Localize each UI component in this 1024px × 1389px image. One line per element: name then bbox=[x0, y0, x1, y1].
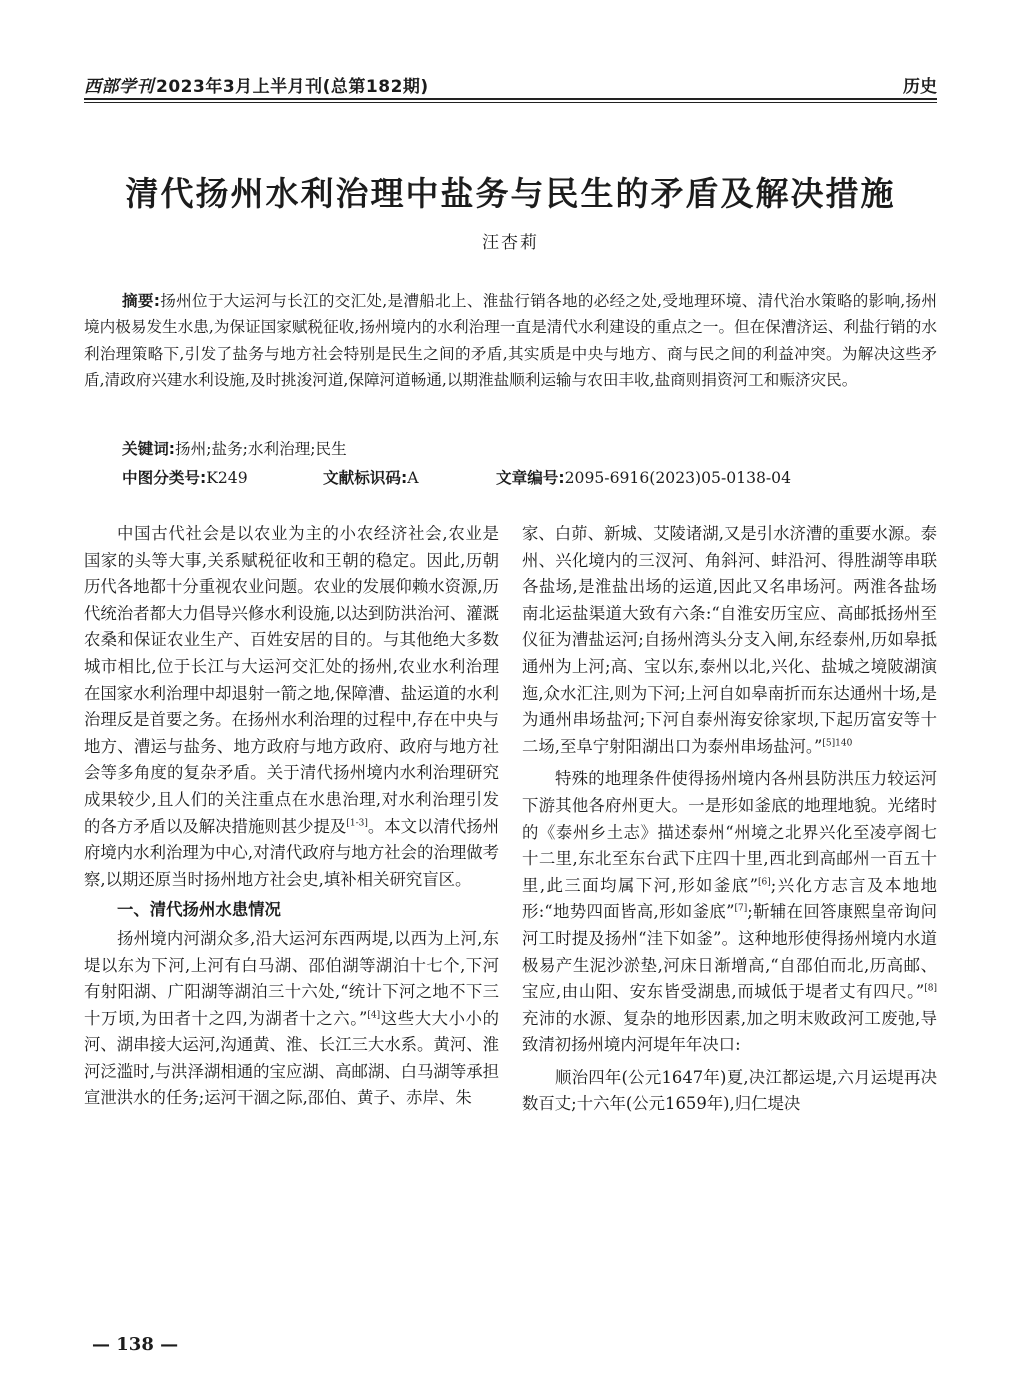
issue-info: 2023年3月上半月刊(总第182期) bbox=[156, 77, 429, 97]
body-paragraph bbox=[522, 766, 937, 1059]
body-text: 特殊的地理条件使得扬州境内各州县防洪压力较运河下游其他各府州更大。一是形如釜底的地理地貌。光绪时的《泰州乡土志》描述泰州“州境之北界兴化至凌亭阁七十二里,东北至东台武下庄四十里,西北到高邮州一百五十里,此三面均属下河,形如釜底” bbox=[522, 769, 937, 895]
doc-code-label: 文献标识码: bbox=[323, 469, 408, 487]
page-number: — 138 — bbox=[92, 1334, 179, 1355]
clc-label: 中图分类号: bbox=[122, 469, 207, 487]
body-text: 扬州境内河湖众多,沿大运河东西两堤,以西为上河,东堤以东为下河,上河有白马湖、邵伯湖等湖泊十七个,下河有射阳湖、广阳湖等湖泊三十六处,“统计下河之地不下三十万顷,为田者十之四,为湖者十之六。” bbox=[84, 928, 499, 1028]
abstract bbox=[84, 288, 937, 394]
header-rule-thick bbox=[84, 98, 937, 100]
document-code bbox=[323, 466, 418, 488]
keywords bbox=[122, 437, 347, 459]
body-text: 家、白茆、新城、艾陵诸湖,又是引水济漕的重要水源。泰州、兴化境内的三汊河、角斜河、蚌沿河、得胜湖等串联各盐场,是淮盐出场的运道,因此又名串场河。两淮各盐场南北运盐渠道大致有六条:“自淮安历宝应、高邮抵扬州至仪征为漕盐运河;自扬州湾头分支入闸,东经泰州,历如皋抵通州为上河;高、宝以东,泰州以北,兴化、盐城之境陂湖演迤,众水汇注,则为下河;上河自如皋南折而东达通州十场,是为通州串场盐河;下河自泰州海安徐家坝,下起历富安等十二场,至阜宁射阳湖出口为泰州串场盐河。” bbox=[522, 524, 937, 756]
citation-ref: [6] bbox=[758, 877, 771, 888]
section-label: 历史 bbox=[903, 77, 937, 97]
left-column bbox=[84, 521, 499, 1112]
citation-ref: [8] bbox=[924, 983, 937, 994]
article-author: 汪杏莉 bbox=[482, 233, 539, 253]
intro-text: 中国古代社会是以农业为主的小农经济社会,农业是国家的头等大事,关系赋税征收和王朝的稳定。因此,历朝历代各地都十分重视农业问题。农业的发展仰赖水资源,历代统治者都大力倡导兴修水利设施,以达到防洪治河、灌溉农桑和保证农业生产、百姓安居的目的。与其他绝大多数城市相比,位于长江与大运河交汇处的扬州,农业水利治理在国家水利治理中却退射一箭之地,保障漕、盐运道的水利治理反是首要之务。在扬州水利治理的过程中,存在中央与地方、漕运与盐务、地方政府与地方政府、政府与地方社会等多角度的复杂矛盾。关于清代扬州境内水利治理研究成果较少,且人们的关注重点在水患治理,对水利治理引发的各方矛盾以及解决措施则甚少提及 bbox=[84, 524, 499, 836]
citation-ref: [7] bbox=[734, 903, 748, 914]
intro-paragraph bbox=[84, 521, 499, 893]
abstract-text: 扬州位于大运河与长江的交汇处,是漕船北上、淮盐行销各地的必经之处,受地理环境、清代治水策略的影响,扬州境内极易发生水患,为保证国家赋税征收,扬州境内的水利治理一直是清代水利建设的重点之一。但在保漕济运、利盐行销的水利治理策略下,引发了盐务与地方社会特别是民生之间的矛盾,其实质是中央与地方、商与民之间的利益冲突。为解决这些矛盾,清政府兴建水利设施,及时挑浚河道,保障河道畅通,以期淮盐顺利运输与农田丰收,盐商则捐资河工和赈济灾民。 bbox=[84, 292, 937, 390]
header-rule-thin bbox=[84, 102, 937, 103]
section-heading: 一、清代扬州水患情况 bbox=[117, 900, 281, 920]
article-number bbox=[496, 466, 791, 488]
article-no-label: 文章编号: bbox=[496, 469, 565, 487]
body-text: 顺治四年(公元1647年)夏,决江都运堤,六月运堤再决数百丈;十六年(公元1659年),归仁堤决 bbox=[522, 1067, 937, 1114]
right-column bbox=[522, 521, 937, 1118]
keywords-label: 关键词: bbox=[122, 440, 176, 458]
clc-number bbox=[122, 466, 248, 488]
doc-code-value: A bbox=[407, 469, 419, 487]
body-text-end: ;靳辅在回答康熙皇帝询问河工时提及扬州“洼下如釜”。这种地形使得扬州境内水道极易产生泥沙淤垫,河床日渐增高,“自邵伯而北,历高邮、宝应,由山阳、安东皆受湖患,而城低于堤者丈有四尺。” bbox=[522, 902, 937, 1002]
body-paragraph bbox=[522, 1065, 937, 1118]
continued-paragraph bbox=[522, 521, 937, 760]
journal-name: 西部学刊 bbox=[84, 77, 154, 97]
journal-issue bbox=[84, 72, 429, 97]
body-text-end: 这些大大小小的河、湖串接大运河,沟通黄、淮、长江三大水系。黄河、淮河泛滥时,与洪泽湖相通的宝应湖、高邮湖、白马湖等承担宣泄洪水的任务;运河干涸之际,邵伯、黄子、赤岸、朱 bbox=[84, 1008, 499, 1108]
citation-ref: [4] bbox=[367, 1010, 381, 1021]
article-title: 清代扬州水利治理中盐务与民生的矛盾及解决措施 bbox=[125, 174, 896, 213]
article-no-value: 2095-6916(2023)05-0138-04 bbox=[564, 469, 792, 487]
clc-value: K249 bbox=[206, 469, 248, 487]
running-header bbox=[84, 68, 937, 98]
body-text-tail: 充沛的水源、复杂的地形因素,加之明末败政河工废弛,导致清初扬州境内河堤年年决口: bbox=[522, 1008, 937, 1055]
citation-ref: [5]140 bbox=[822, 738, 853, 749]
citation-ref: [1-3] bbox=[346, 818, 368, 829]
abstract-label: 摘要: bbox=[122, 292, 160, 310]
intro-text-end: 。本文以清代扬州府境内水利治理为中心,对清代政府与地方社会的治理做考察,以期还原当时扬州地方社会史,填补相关研究盲区。 bbox=[84, 816, 500, 889]
keywords-text: 扬州;盐务;水利治理;民生 bbox=[175, 440, 347, 458]
body-paragraph bbox=[84, 926, 499, 1112]
body-text-mid: ;兴化方志言及本地地形:“地势四面皆高,形如釜底” bbox=[522, 875, 937, 922]
